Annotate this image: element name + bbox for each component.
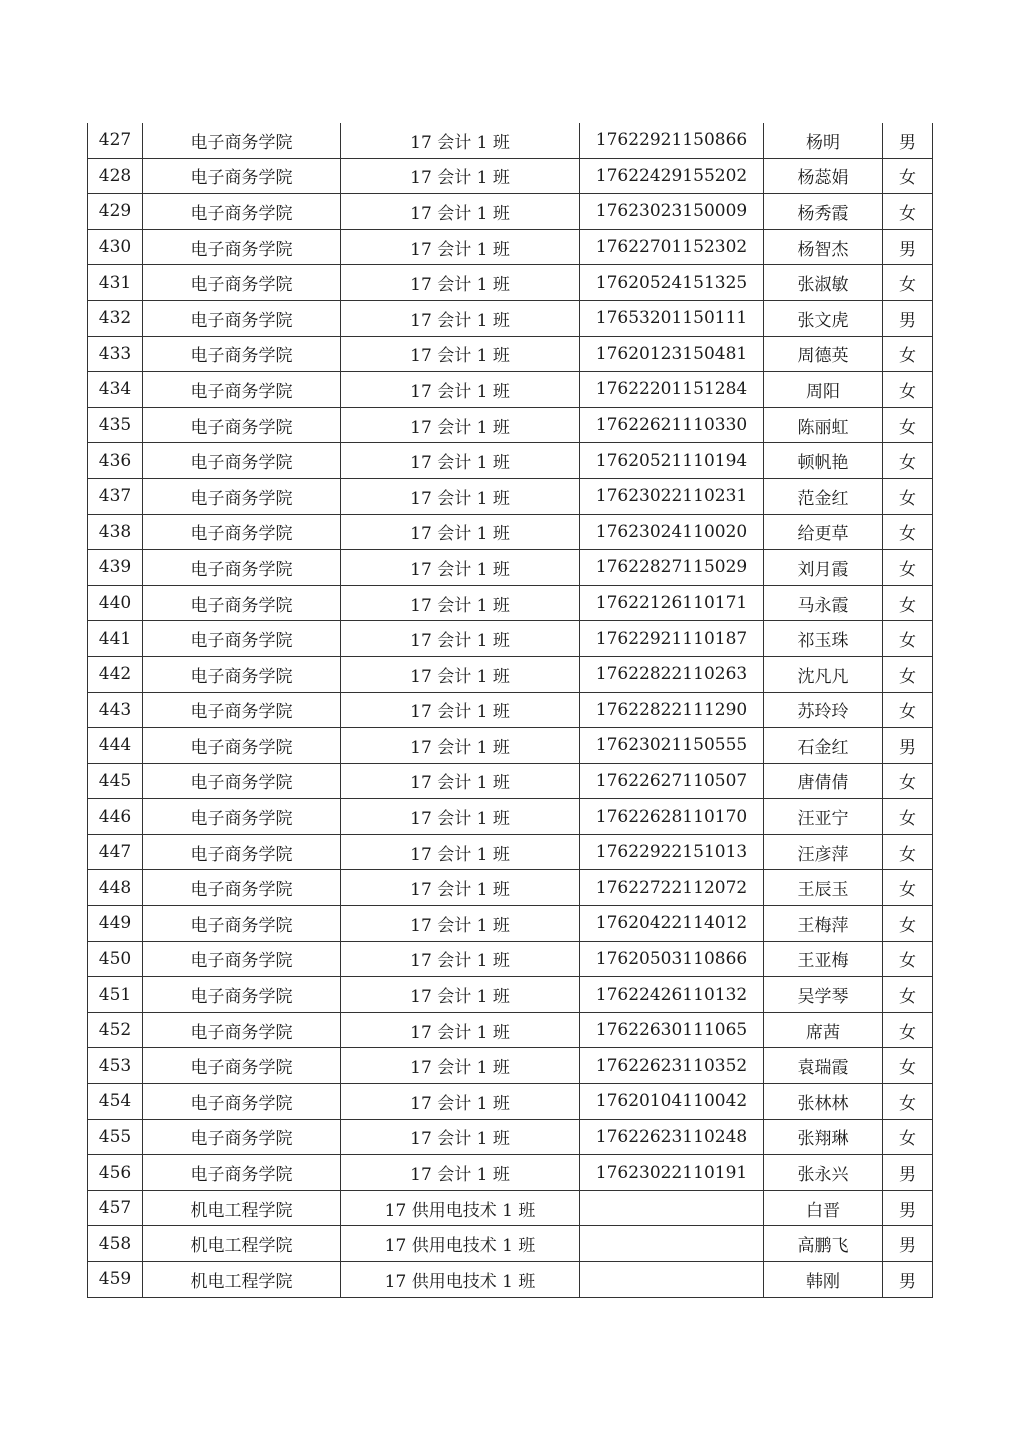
- college-cell: 电子商务学院: [143, 336, 341, 372]
- row-number-cell: 432: [88, 300, 143, 336]
- class-cell: 17 会计 1 班: [341, 550, 580, 586]
- student-id-cell: 17623022110231: [580, 478, 764, 514]
- student-id-cell: 17622722112072: [580, 870, 764, 906]
- college-cell: 电子商务学院: [143, 300, 341, 336]
- student-id-cell: 17620123150481: [580, 336, 764, 372]
- class-cell: 17 会计 1 班: [341, 336, 580, 372]
- gender-cell: 女: [883, 941, 933, 977]
- class-cell: 17 会计 1 班: [341, 621, 580, 657]
- class-cell: 17 会计 1 班: [341, 1155, 580, 1191]
- class-cell: 17 会计 1 班: [341, 870, 580, 906]
- college-cell: 电子商务学院: [143, 834, 341, 870]
- gender-cell: 女: [883, 834, 933, 870]
- student-id-cell: [580, 1262, 764, 1298]
- college-cell: 电子商务学院: [143, 1012, 341, 1048]
- gender-cell: 女: [883, 550, 933, 586]
- table-row: [88, 194, 933, 230]
- gender-cell: 男: [883, 1190, 933, 1226]
- student-name-cell: 沈凡凡: [764, 656, 883, 692]
- class-cell: 17 供用电技术 1 班: [341, 1226, 580, 1262]
- student-id-cell: 17622822111290: [580, 692, 764, 728]
- gender-cell: 女: [883, 1048, 933, 1084]
- table-row: [88, 728, 933, 764]
- student-id-cell: [580, 1190, 764, 1226]
- table-row: [88, 550, 933, 586]
- student-id-cell: 17622426110132: [580, 977, 764, 1013]
- class-cell: 17 会计 1 班: [341, 478, 580, 514]
- class-cell: 17 会计 1 班: [341, 443, 580, 479]
- class-cell: 17 会计 1 班: [341, 407, 580, 443]
- student-id-cell: 17653201150111: [580, 300, 764, 336]
- student-id-cell: 17622623110352: [580, 1048, 764, 1084]
- gender-cell: 男: [883, 123, 933, 158]
- college-cell: 电子商务学院: [143, 1084, 341, 1120]
- college-cell: 电子商务学院: [143, 977, 341, 1013]
- college-cell: 机电工程学院: [143, 1262, 341, 1298]
- row-number-cell: 447: [88, 834, 143, 870]
- student-name-cell: 汪彦萍: [764, 834, 883, 870]
- student-name-cell: 袁瑞霞: [764, 1048, 883, 1084]
- table-row: [88, 1155, 933, 1191]
- student-name-cell: 王亚梅: [764, 941, 883, 977]
- student-id-cell: 17620422114012: [580, 906, 764, 942]
- table-row: [88, 123, 933, 158]
- table-row: [88, 514, 933, 550]
- gender-cell: 男: [883, 229, 933, 265]
- student-id-cell: 17622126110171: [580, 585, 764, 621]
- college-cell: 电子商务学院: [143, 1048, 341, 1084]
- college-cell: 电子商务学院: [143, 941, 341, 977]
- student-name-cell: 席茜: [764, 1012, 883, 1048]
- college-cell: 电子商务学院: [143, 514, 341, 550]
- student-name-cell: 王梅萍: [764, 906, 883, 942]
- college-cell: 电子商务学院: [143, 1155, 341, 1191]
- class-cell: 17 会计 1 班: [341, 514, 580, 550]
- row-number-cell: 452: [88, 1012, 143, 1048]
- student-name-cell: 汪亚宁: [764, 799, 883, 835]
- gender-cell: 女: [883, 1012, 933, 1048]
- table-row: [88, 265, 933, 301]
- student-name-cell: 张文虎: [764, 300, 883, 336]
- gender-cell: 女: [883, 194, 933, 230]
- class-cell: 17 会计 1 班: [341, 728, 580, 764]
- row-number-cell: 441: [88, 621, 143, 657]
- row-number-cell: 429: [88, 194, 143, 230]
- gender-cell: 女: [883, 265, 933, 301]
- class-cell: 17 会计 1 班: [341, 372, 580, 408]
- class-cell: 17 会计 1 班: [341, 300, 580, 336]
- row-number-cell: 440: [88, 585, 143, 621]
- student-name-cell: 陈丽虹: [764, 407, 883, 443]
- student-name-cell: 唐倩倩: [764, 763, 883, 799]
- college-cell: 电子商务学院: [143, 656, 341, 692]
- table-row: [88, 1084, 933, 1120]
- student-name-cell: 范金红: [764, 478, 883, 514]
- student-table: [87, 123, 933, 1298]
- table-row: [88, 1119, 933, 1155]
- table-row: [88, 336, 933, 372]
- college-cell: 电子商务学院: [143, 692, 341, 728]
- student-name-cell: 韩刚: [764, 1262, 883, 1298]
- row-number-cell: 442: [88, 656, 143, 692]
- table-row: [88, 870, 933, 906]
- gender-cell: 女: [883, 1119, 933, 1155]
- table-row: [88, 407, 933, 443]
- table-row: [88, 977, 933, 1013]
- table-row: [88, 1262, 933, 1298]
- college-cell: 电子商务学院: [143, 728, 341, 764]
- student-id-cell: 17623023150009: [580, 194, 764, 230]
- class-cell: 17 会计 1 班: [341, 692, 580, 728]
- student-name-cell: 周德英: [764, 336, 883, 372]
- gender-cell: 女: [883, 372, 933, 408]
- class-cell: 17 会计 1 班: [341, 1048, 580, 1084]
- college-cell: 电子商务学院: [143, 158, 341, 194]
- student-id-cell: 17622429155202: [580, 158, 764, 194]
- row-number-cell: 435: [88, 407, 143, 443]
- student-id-cell: 17623021150555: [580, 728, 764, 764]
- row-number-cell: 438: [88, 514, 143, 550]
- student-name-cell: 苏玲玲: [764, 692, 883, 728]
- college-cell: 电子商务学院: [143, 229, 341, 265]
- class-cell: 17 会计 1 班: [341, 799, 580, 835]
- student-name-cell: 高鹏飞: [764, 1226, 883, 1262]
- class-cell: 17 会计 1 班: [341, 123, 580, 158]
- student-name-cell: 周阳: [764, 372, 883, 408]
- row-number-cell: 428: [88, 158, 143, 194]
- gender-cell: 女: [883, 906, 933, 942]
- student-id-cell: 17623024110020: [580, 514, 764, 550]
- table-row: [88, 799, 933, 835]
- gender-cell: 女: [883, 977, 933, 1013]
- table-row: [88, 300, 933, 336]
- table-row: [88, 692, 933, 728]
- row-number-cell: 443: [88, 692, 143, 728]
- college-cell: 电子商务学院: [143, 1119, 341, 1155]
- table-row: [88, 372, 933, 408]
- student-name-cell: 给更草: [764, 514, 883, 550]
- row-number-cell: 457: [88, 1190, 143, 1226]
- table-row: [88, 478, 933, 514]
- student-id-cell: 17622822110263: [580, 656, 764, 692]
- student-id-cell: 17620524151325: [580, 265, 764, 301]
- gender-cell: 男: [883, 1226, 933, 1262]
- college-cell: 机电工程学院: [143, 1226, 341, 1262]
- row-number-cell: 445: [88, 763, 143, 799]
- college-cell: 机电工程学院: [143, 1190, 341, 1226]
- row-number-cell: 449: [88, 906, 143, 942]
- row-number-cell: 437: [88, 478, 143, 514]
- gender-cell: 女: [883, 656, 933, 692]
- gender-cell: 男: [883, 1262, 933, 1298]
- gender-cell: 女: [883, 336, 933, 372]
- gender-cell: 女: [883, 585, 933, 621]
- table-row: [88, 906, 933, 942]
- table-row: [88, 1012, 933, 1048]
- row-number-cell: 431: [88, 265, 143, 301]
- student-name-cell: 白晋: [764, 1190, 883, 1226]
- college-cell: 电子商务学院: [143, 550, 341, 586]
- student-name-cell: 马永霞: [764, 585, 883, 621]
- student-name-cell: 张永兴: [764, 1155, 883, 1191]
- college-cell: 电子商务学院: [143, 372, 341, 408]
- gender-cell: 女: [883, 621, 933, 657]
- gender-cell: 女: [883, 407, 933, 443]
- student-id-cell: 17622621110330: [580, 407, 764, 443]
- student-id-cell: 17623022110191: [580, 1155, 764, 1191]
- class-cell: 17 会计 1 班: [341, 265, 580, 301]
- gender-cell: 女: [883, 692, 933, 728]
- table-row: [88, 1048, 933, 1084]
- row-number-cell: 458: [88, 1226, 143, 1262]
- college-cell: 电子商务学院: [143, 407, 341, 443]
- row-number-cell: 433: [88, 336, 143, 372]
- class-cell: 17 供用电技术 1 班: [341, 1190, 580, 1226]
- gender-cell: 女: [883, 870, 933, 906]
- row-number-cell: 459: [88, 1262, 143, 1298]
- college-cell: 电子商务学院: [143, 123, 341, 158]
- student-id-cell: 17622922151013: [580, 834, 764, 870]
- class-cell: 17 会计 1 班: [341, 834, 580, 870]
- student-id-cell: 17622627110507: [580, 763, 764, 799]
- student-id-cell: 17620104110042: [580, 1084, 764, 1120]
- table-row: [88, 1226, 933, 1262]
- row-number-cell: 454: [88, 1084, 143, 1120]
- table-row: [88, 443, 933, 479]
- class-cell: 17 会计 1 班: [341, 1012, 580, 1048]
- table-row: [88, 158, 933, 194]
- table-row: [88, 941, 933, 977]
- student-name-cell: 王辰玉: [764, 870, 883, 906]
- row-number-cell: 434: [88, 372, 143, 408]
- gender-cell: 男: [883, 300, 933, 336]
- student-table-body: [88, 123, 933, 1297]
- table-row: [88, 763, 933, 799]
- row-number-cell: 446: [88, 799, 143, 835]
- college-cell: 电子商务学院: [143, 194, 341, 230]
- student-id-cell: 17622827115029: [580, 550, 764, 586]
- row-number-cell: 427: [88, 123, 143, 158]
- table-row: [88, 1190, 933, 1226]
- row-number-cell: 448: [88, 870, 143, 906]
- college-cell: 电子商务学院: [143, 478, 341, 514]
- class-cell: 17 会计 1 班: [341, 906, 580, 942]
- table-row: [88, 621, 933, 657]
- class-cell: 17 会计 1 班: [341, 763, 580, 799]
- student-name-cell: 祁玉珠: [764, 621, 883, 657]
- student-name-cell: 杨蕊娟: [764, 158, 883, 194]
- gender-cell: 女: [883, 799, 933, 835]
- student-name-cell: 杨明: [764, 123, 883, 158]
- college-cell: 电子商务学院: [143, 585, 341, 621]
- student-id-cell: 17622630111065: [580, 1012, 764, 1048]
- student-id-cell: 17620503110866: [580, 941, 764, 977]
- student-name-cell: 石金红: [764, 728, 883, 764]
- table-row: [88, 834, 933, 870]
- student-name-cell: 杨秀霞: [764, 194, 883, 230]
- gender-cell: 女: [883, 763, 933, 799]
- row-number-cell: 430: [88, 229, 143, 265]
- student-name-cell: 杨智杰: [764, 229, 883, 265]
- student-id-cell: 17622623110248: [580, 1119, 764, 1155]
- student-id-cell: [580, 1226, 764, 1262]
- table-row: [88, 229, 933, 265]
- class-cell: 17 会计 1 班: [341, 941, 580, 977]
- student-name-cell: 刘月霞: [764, 550, 883, 586]
- row-number-cell: 439: [88, 550, 143, 586]
- class-cell: 17 会计 1 班: [341, 656, 580, 692]
- college-cell: 电子商务学院: [143, 870, 341, 906]
- class-cell: 17 会计 1 班: [341, 1084, 580, 1120]
- student-name-cell: 张翔琳: [764, 1119, 883, 1155]
- row-number-cell: 451: [88, 977, 143, 1013]
- class-cell: 17 会计 1 班: [341, 1119, 580, 1155]
- row-number-cell: 453: [88, 1048, 143, 1084]
- student-id-cell: 17622921110187: [580, 621, 764, 657]
- gender-cell: 女: [883, 1084, 933, 1120]
- gender-cell: 男: [883, 1155, 933, 1191]
- student-id-cell: 17622921150866: [580, 123, 764, 158]
- row-number-cell: 436: [88, 443, 143, 479]
- row-number-cell: 456: [88, 1155, 143, 1191]
- gender-cell: 女: [883, 478, 933, 514]
- college-cell: 电子商务学院: [143, 621, 341, 657]
- table-row: [88, 656, 933, 692]
- class-cell: 17 会计 1 班: [341, 158, 580, 194]
- class-cell: 17 会计 1 班: [341, 977, 580, 1013]
- college-cell: 电子商务学院: [143, 799, 341, 835]
- college-cell: 电子商务学院: [143, 265, 341, 301]
- student-id-cell: 17622201151284: [580, 372, 764, 408]
- student-id-cell: 17622701152302: [580, 229, 764, 265]
- student-name-cell: 张林林: [764, 1084, 883, 1120]
- class-cell: 17 会计 1 班: [341, 194, 580, 230]
- class-cell: 17 会计 1 班: [341, 585, 580, 621]
- gender-cell: 女: [883, 158, 933, 194]
- college-cell: 电子商务学院: [143, 763, 341, 799]
- college-cell: 电子商务学院: [143, 906, 341, 942]
- student-id-cell: 17620521110194: [580, 443, 764, 479]
- student-name-cell: 吴学琴: [764, 977, 883, 1013]
- gender-cell: 男: [883, 728, 933, 764]
- table-row: [88, 585, 933, 621]
- row-number-cell: 450: [88, 941, 143, 977]
- class-cell: 17 供用电技术 1 班: [341, 1262, 580, 1298]
- gender-cell: 女: [883, 514, 933, 550]
- student-name-cell: 张淑敏: [764, 265, 883, 301]
- college-cell: 电子商务学院: [143, 443, 341, 479]
- student-id-cell: 17622628110170: [580, 799, 764, 835]
- class-cell: 17 会计 1 班: [341, 229, 580, 265]
- student-name-cell: 顿帆艳: [764, 443, 883, 479]
- row-number-cell: 455: [88, 1119, 143, 1155]
- row-number-cell: 444: [88, 728, 143, 764]
- gender-cell: 女: [883, 443, 933, 479]
